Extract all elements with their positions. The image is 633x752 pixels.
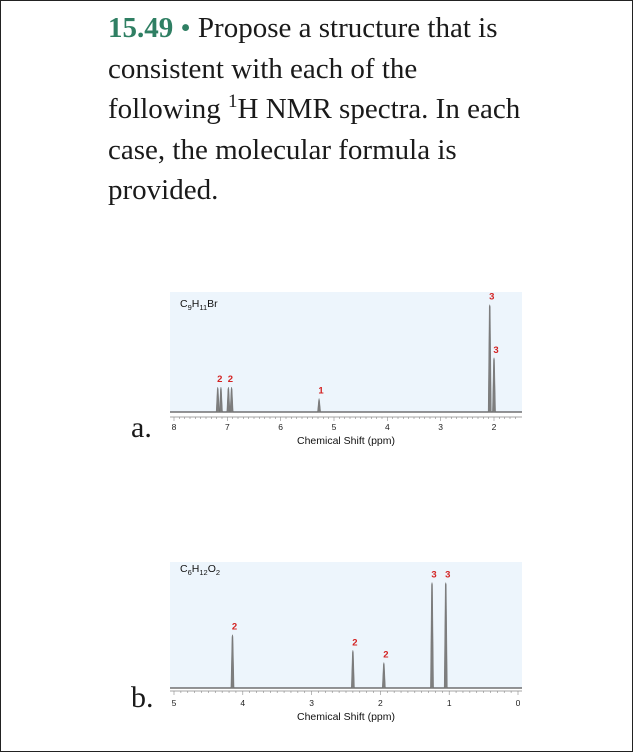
x-axis	[170, 691, 522, 708]
tick-label: 5	[171, 698, 177, 708]
integration-label: 2	[227, 374, 234, 386]
tick-label: 4	[240, 698, 246, 708]
problem-text-before: Propose a structure that is consistent with each of the following	[108, 12, 498, 125]
tick-label: 5	[331, 422, 337, 432]
x-axis-title: Chemical Shift (ppm)	[296, 435, 396, 447]
integration-label: 2	[383, 649, 389, 661]
tick-label: 4	[384, 422, 390, 432]
plot-background	[170, 292, 522, 412]
problem-text-after: NMR spectra. In each case, the molecular formula is provided.	[108, 93, 521, 206]
isotope-superscript: 1	[228, 91, 238, 112]
tick-label: 6	[278, 422, 284, 432]
tick-label: 2	[378, 698, 383, 708]
integration-label: 3	[445, 569, 451, 581]
part-b-label: b.	[131, 681, 154, 714]
tick-label: 3	[309, 698, 314, 708]
x-axis	[170, 417, 522, 432]
nucleus: H	[237, 93, 259, 125]
spectrum-a	[166, 285, 526, 455]
problem-statement	[108, 8, 528, 211]
part-a-label: a.	[131, 411, 152, 444]
plot-background	[170, 562, 522, 688]
x-axis-title: Chemical Shift (ppm)	[296, 711, 396, 723]
tick-label: 7	[224, 422, 230, 432]
integration-label: 1	[318, 385, 324, 397]
integration-label: 2	[231, 621, 238, 633]
molecular-formula: $C_6H_{12}O_2$	[180, 563, 221, 577]
integration-label: 3	[489, 291, 495, 303]
integration-label: 2	[217, 374, 223, 386]
integration-label: 3	[431, 569, 437, 581]
tick-label: 8	[171, 422, 177, 432]
spectrum-b	[166, 555, 526, 725]
tick-label: 3	[438, 422, 444, 432]
bullet: •	[180, 12, 191, 44]
molecular-formula: $C_9H_{11}Br$	[180, 298, 218, 312]
integration-label: 2	[352, 637, 358, 649]
problem-number: 15.49	[108, 12, 174, 44]
tick-label: 0	[515, 698, 521, 708]
tick-label: 1	[446, 698, 452, 708]
tick-label: 2	[491, 422, 497, 432]
integration-label: 3	[493, 344, 499, 356]
